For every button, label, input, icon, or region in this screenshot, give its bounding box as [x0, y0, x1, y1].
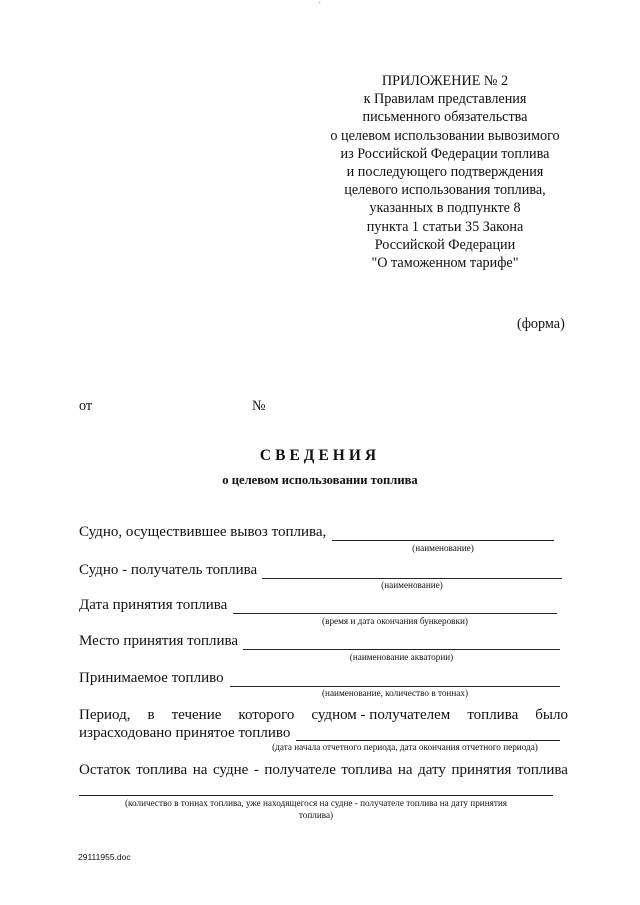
export-vessel-line[interactable]: [332, 540, 554, 541]
appendix-line: указанных в подпункте 8: [369, 200, 521, 217]
period-word: в: [147, 707, 155, 723]
remaining-word: топлива: [516, 762, 568, 778]
acceptance-date-label: Дата принятия топлива: [79, 597, 228, 613]
period-label-line2: израсходовано принятое топливо: [79, 725, 291, 741]
appendix-line: пункта 1 статьи 35 Закона: [366, 218, 524, 235]
recipient-vessel-label: Судно - получатель топлива: [79, 562, 258, 578]
remaining-word: принятия: [451, 762, 512, 778]
from-date-label: от: [79, 398, 93, 414]
remaining-label: [79, 762, 568, 779]
appendix-line: целевого использования топлива,: [344, 182, 546, 199]
remaining-hint-line1: (количество в тоннах топлива, уже находящегося на судне - получателе топлива на дату принятия: [124, 798, 508, 808]
remaining-word: Остаток: [79, 762, 131, 778]
appendix-line: письменного обязательства: [362, 109, 528, 126]
remaining-line[interactable]: [79, 795, 553, 796]
appendix-line: и последующего подтверждения: [346, 164, 544, 181]
remaining-word: топлива: [136, 762, 188, 778]
number-label: №: [252, 398, 266, 414]
remaining-word: судне: [212, 762, 249, 778]
file-name-footer: 29111955.doc: [78, 852, 131, 862]
acceptance-place-label: Место принятия топлива: [79, 633, 239, 649]
acceptance-date-line[interactable]: [233, 613, 557, 614]
appendix-line: "О таможенном тарифе": [371, 255, 519, 272]
remaining-word: -: [253, 762, 259, 778]
appendix-line: из Российской Федерации топлива: [340, 145, 550, 162]
period-word: судном - получателем: [311, 707, 451, 723]
remaining-hint-line2: топлива): [298, 810, 334, 820]
form-label: (форма): [517, 316, 565, 332]
acceptance-date-hint: (время и дата окончания бункеровки): [322, 616, 468, 626]
remaining-word: на: [192, 762, 208, 778]
fuel-accepted-label: Принимаемое топливо: [79, 670, 224, 686]
appendix-line: ПРИЛОЖЕНИЕ № 2: [381, 73, 509, 89]
period-word: топлива: [467, 707, 519, 723]
period-word: которого: [238, 707, 295, 723]
appendix-line: к Правилам представления: [363, 91, 527, 108]
appendix-line: о целевом использовании вывозимого: [330, 127, 560, 144]
scan-mark: ': [319, 0, 321, 10]
acceptance-place-line[interactable]: [243, 649, 560, 650]
period-hint: (дата начала отчетного периода, дата окончания отчетного периода): [272, 742, 538, 752]
period-word: Период,: [79, 707, 131, 723]
remaining-word: на: [397, 762, 413, 778]
period-label-line1: [79, 707, 568, 724]
document-title: СВЕДЕНИЯ: [259, 447, 381, 464]
recipient-vessel-hint: (наименование): [381, 580, 443, 590]
export-vessel-hint: (наименование): [412, 543, 474, 553]
remaining-word: получателе: [264, 762, 336, 778]
period-word: течение: [171, 707, 222, 723]
remaining-word: топлива: [341, 762, 393, 778]
fuel-accepted-line[interactable]: [230, 686, 560, 687]
appendix-line: Российской Федерации: [374, 236, 516, 253]
period-word: было: [535, 707, 568, 723]
remaining-word: дату: [418, 762, 446, 778]
appendix-header: [290, 72, 600, 272]
acceptance-place-hint: (наименование акватории): [349, 652, 454, 662]
period-line[interactable]: [296, 740, 560, 741]
document-subtitle: о целевом использовании топлива: [222, 473, 418, 487]
export-vessel-label: Судно, осуществившее вывоз топлива,: [79, 524, 327, 540]
fuel-accepted-hint: (наименование, количество в тоннах): [321, 688, 469, 698]
recipient-vessel-line[interactable]: [262, 578, 562, 579]
